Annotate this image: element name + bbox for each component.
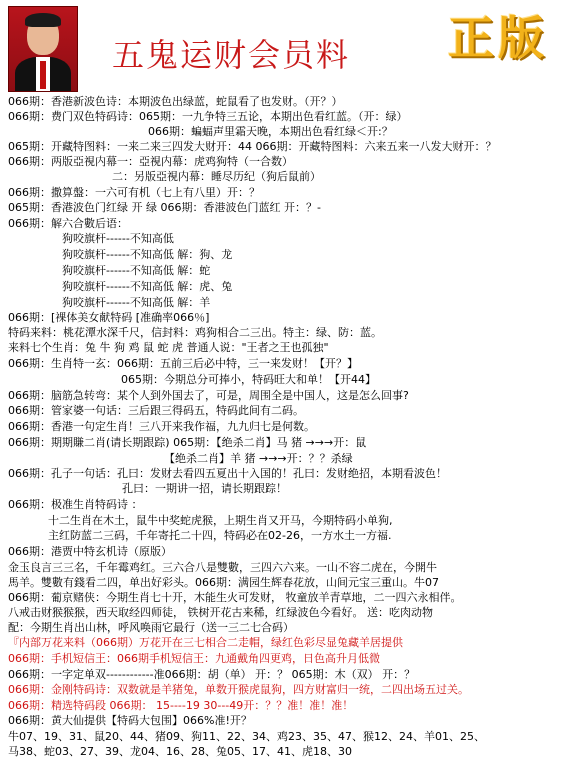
text-line: 066期：管家婆一句话：三后跟三得码五，特码此间有二码。: [8, 404, 304, 417]
text-line: 狗咬旗杆------不知高低: [62, 232, 174, 245]
text-line: 二：另版亞視内幕：睡尽历纪（狗后鼠前）: [112, 170, 321, 183]
text-line: 【绝杀二肖】羊 猪 →→→开：？？杀绿: [164, 452, 353, 465]
text-line: 馬羊。雙數有錢看二四，单出好彩头。066期：满园生辉春花放，山间元宝三重山。牛07: [8, 576, 439, 589]
authentic-stamp: 正版: [448, 11, 548, 65]
text-line: 066期：一字定单双------------准066期：胡（单） 开：？ 065期：木（双） 开：？: [8, 668, 416, 681]
text-line: 牛07、19、31、鼠20、44、猪09、狗11、22、34、鸡23、35、47、猴12、24、羊01、25、: [8, 730, 485, 743]
text-line: 066期：蝙蝠声里霜天晚，本期出色看红绿＜开:？: [148, 125, 393, 138]
text-line: 狗咬旗杆------不知高低 解：狗、龙: [62, 248, 233, 261]
text-line: 066期：香港一句定生肖！三八开来我作福，九九归七是何数。: [8, 420, 315, 433]
avatar-hair: [25, 13, 61, 27]
text-line: 066期：黄大仙提供【特码大包围】066%准!开？: [8, 714, 252, 727]
text-line: 八戒击财猴猴猴，西天取经四师徒， 铁树开花古来稀，红绿波色今看好。 送：吃肉动物: [8, 606, 433, 619]
text-line: 狗咬旗杆------不知高低 解：虎、兔: [62, 280, 233, 293]
text-line: 066期：港贾中特玄机诗（原版）: [8, 545, 172, 558]
text-line: 066期：香港新波色诗：本期波色出绿蓝，蛇鼠看了也发财。（开？）: [8, 95, 343, 108]
avatar-tie: [40, 61, 46, 89]
text-line: 066期：期期賺二肖(请长期跟踪) 065期：【绝杀二肖】马 猪 →→→开：鼠: [8, 436, 367, 449]
text-line: 来料七个生肖：兔 牛 狗 鸡 鼠 蛇 虎 普通人说："王者之王也孤独": [8, 341, 329, 354]
text-line: 066期：两版亞視内幕一：亞視内幕：虎鸡狗特（一合数）: [8, 155, 293, 168]
text-line: 066期：精选特码段 066期： 15----19 30---49开：？？准！准！准！: [8, 699, 354, 712]
text-line: 066期：[裸体美女献特码 [准确率066％]: [8, 311, 210, 324]
text-line: 066期：金刚特码诗：双数就是羊猪兔，单数开猴虎鼠狗，四方财富归一统，二四出场五过关。: [8, 683, 469, 696]
header: [0, 0, 588, 95]
text-line: 066期：生肖特一玄：066期：五前三后必中特，三一来发财！【开？】: [8, 357, 358, 370]
text-line: 066期：解六合數后语：: [8, 217, 128, 230]
text-line: 『内部万花来料（066期）万花开在三七相合二走帽，绿红色彩尽显兔藏羊居提供: [8, 636, 403, 649]
text-line: 孔曰：一期讲一招，请长期跟踪！: [122, 482, 287, 495]
text-line: 十二生肖在木土，鼠牛中奖蛇虎猴，上期生肖又开马，今期特码小单狗,: [48, 514, 393, 527]
text-line: 狗咬旗杆------不知高低 解：羊: [62, 296, 211, 309]
text-line: 066期：手机短信王：066期手机短信王：九通戴角四更鸡，日色高升月低微: [8, 652, 380, 665]
text-line: 狗咬旗杆------不知高低 解：蛇: [62, 264, 211, 277]
text-line: 066期：孔子一句话：孔曰：发财去看四五夏出十入国的！孔曰：发财绝招，本期看波色！: [8, 467, 447, 480]
text-line: 066期：极准生肖特码诗 ：: [8, 498, 143, 511]
text-line: 065期：开藏特图料：一来二来三四发大财开：44 066期：开藏特图料：六来五来一八发大财开：？: [8, 140, 497, 153]
text-line: 065期：今期总分可捧小，特码旺大和单！【开44】: [121, 373, 376, 386]
text-line: 066期：撒算盤：一六可有机（七上有八里）开：？: [8, 186, 260, 199]
page-title: 五鬼运财会员料: [112, 36, 351, 74]
text-line: 066期：费门双色特码诗：065期：一九争特三五论，本期出色看红蓝。（开：绿）: [8, 110, 408, 123]
text-line: 特码来料：桃花潭水深千尺，信封料：鸡狗相合二三出。特主：绿、防：蓝。: [8, 326, 382, 339]
text-line: 主红防蓝二三码，千年寄托二十四，特码必在02-26，一方水土一方福.: [48, 529, 392, 542]
text-line: 065期：香港波色门红绿 开 绿 066期：香港波色门蓝红 开：？-: [8, 201, 321, 214]
text-line: 马38、蛇03、27、39、龙04、16、28、兔05、17、41、虎18、30: [8, 745, 352, 758]
text-line: 066期：脑筋急转弯：某个人到外国去了，可是，周围全是中国人，这是怎么回事?: [8, 389, 409, 402]
avatar: [8, 6, 78, 92]
text-line: 066期：葡京赌侠：今期生肖七十开，木能生火可发财， 牧童放羊青草地，二一四六永相伴。: [8, 591, 462, 604]
text-line: 金玉良言三三名，千年霉鸡红。三六合八是雙數，三四六六来。一山不容二虎在，今開牛: [8, 561, 437, 574]
text-line: 配：今期生肖出山林，呼风唤雨它最行（送一三二七合码）: [8, 621, 294, 634]
